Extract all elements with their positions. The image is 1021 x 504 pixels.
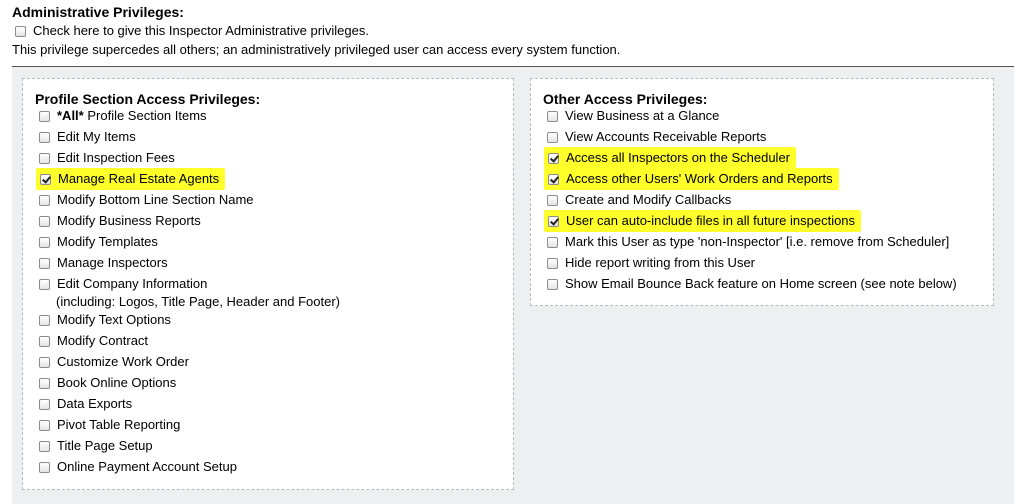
privilege-checkbox[interactable]: [39, 279, 50, 290]
highlight-marker: [544, 147, 796, 169]
privilege-item-modify-bottom-line-section-name[interactable]: [39, 191, 254, 209]
privilege-checkbox[interactable]: [547, 195, 558, 206]
privilege-label: View Business at a Glance: [565, 108, 720, 123]
privilege-item-modify-business-reports[interactable]: [39, 212, 201, 230]
privilege-item-manage-real-estate-agents[interactable]: [39, 170, 225, 188]
profile-privileges-title: Profile Section Access Privileges:: [35, 91, 261, 107]
privilege-checkbox[interactable]: [39, 357, 50, 368]
privilege-checkbox[interactable]: [547, 132, 558, 143]
privilege-checkbox[interactable]: [39, 315, 50, 326]
privilege-label: Create and Modify Callbacks: [565, 192, 732, 207]
privilege-label: Modify Bottom Line Section Name: [57, 192, 254, 207]
privilege-checkbox[interactable]: [547, 258, 558, 269]
admin-privileges-title: Administrative Privileges:: [12, 4, 184, 20]
privilege-checkbox[interactable]: [547, 237, 558, 248]
privilege-label: Customize Work Order: [57, 354, 189, 369]
privilege-label: Edit Inspection Fees: [57, 150, 175, 165]
privilege-checkbox[interactable]: [39, 378, 50, 389]
privilege-checkbox[interactable]: [39, 258, 50, 269]
privilege-label: Manage Inspectors: [57, 255, 168, 270]
privilege-checkbox[interactable]: [39, 153, 50, 164]
admin-privileges-checkbox-label: Check here to give this Inspector Administrative privileges.: [33, 23, 369, 38]
privilege-sublabel: (including: Logos, Title Page, Header and Footer): [56, 294, 341, 309]
admin-privileges-checkbox[interactable]: [15, 26, 26, 37]
privilege-checkbox[interactable]: [39, 132, 50, 143]
privilege-label: Hide report writing from this User: [565, 255, 755, 270]
privilege-item-edit-my-items[interactable]: [39, 128, 136, 146]
privilege-checkbox[interactable]: [547, 111, 558, 122]
admin-privileges-row: [15, 23, 369, 39]
privilege-checkbox[interactable]: [39, 399, 50, 410]
privilege-checkbox[interactable]: [548, 153, 559, 164]
highlight-marker: [544, 168, 839, 190]
privilege-item-modify-text-options[interactable]: [39, 311, 171, 329]
privilege-item-edit-company-information[interactable]: [39, 275, 207, 293]
privilege-checkbox[interactable]: [39, 237, 50, 248]
privilege-checkbox[interactable]: [39, 111, 50, 122]
privilege-label: Book Online Options: [57, 375, 177, 390]
privilege-checkbox[interactable]: [548, 216, 559, 227]
privilege-item-create-and-modify-callbacks[interactable]: [547, 191, 731, 209]
privilege-checkbox[interactable]: [39, 441, 50, 452]
privilege-label: Show Email Bounce Back feature on Home screen (see note below): [565, 276, 957, 291]
other-privileges-title: Other Access Privileges:: [543, 91, 708, 107]
privilege-label: Edit Company Information: [57, 276, 208, 291]
privilege-checkbox[interactable]: [548, 174, 559, 185]
privilege-item-title-page-setup[interactable]: [39, 437, 153, 455]
admin-privileges-note: This privilege supercedes all others; an administratively privileged user can access every system function.: [12, 42, 621, 57]
privilege-label: Online Payment Account Setup: [57, 459, 237, 474]
privilege-item-view-business-at-a-glance[interactable]: [547, 107, 719, 125]
privilege-checkbox[interactable]: [40, 174, 51, 185]
privilege-label: Modify Templates: [57, 234, 158, 249]
privilege-item-data-exports[interactable]: [39, 395, 132, 413]
privilege-item-all-profile-section-items[interactable]: [39, 107, 207, 125]
privilege-label: Modify Contract: [57, 333, 149, 348]
privilege-label: Title Page Setup: [57, 438, 153, 453]
privilege-item-pivot-table-reporting[interactable]: [39, 416, 180, 434]
privilege-item-manage-inspectors[interactable]: [39, 254, 168, 272]
profile-privileges-panel: [22, 78, 514, 490]
privilege-item-access-other-users-work-orders-and-repor[interactable]: [547, 170, 839, 188]
privilege-label: Access all Inspectors on the Scheduler: [566, 150, 791, 165]
privilege-checkbox[interactable]: [547, 279, 558, 290]
privilege-label: Data Exports: [57, 396, 133, 411]
privilege-item-view-accounts-receivable-reports[interactable]: [547, 128, 766, 146]
privilege-label: Manage Real Estate Agents: [58, 171, 220, 186]
privilege-label: Modify Text Options: [57, 312, 171, 327]
privilege-checkbox[interactable]: [39, 195, 50, 206]
privilege-label: [57, 107, 207, 125]
privilege-item-mark-this-user-as-type-non-inspector-i-e[interactable]: [547, 233, 949, 251]
highlight-marker: [544, 210, 861, 232]
privilege-item-edit-inspection-fees[interactable]: [39, 149, 175, 167]
privilege-checkbox[interactable]: [39, 216, 50, 227]
privilege-label: Edit My Items: [57, 129, 136, 144]
privilege-label: Pivot Table Reporting: [57, 417, 181, 432]
privilege-item-modify-contract[interactable]: [39, 332, 148, 350]
privilege-checkbox[interactable]: [39, 462, 50, 473]
admin-privileges-section: [0, 0, 1021, 67]
privilege-item-access-all-inspectors-on-the-scheduler[interactable]: [547, 149, 796, 167]
privilege-label: Access other Users' Work Orders and Reports: [566, 171, 833, 186]
privilege-label: Modify Business Reports: [57, 213, 201, 228]
privilege-label-bold-prefix: *All*: [57, 108, 84, 123]
privilege-item-online-payment-account-setup[interactable]: [39, 458, 237, 476]
privilege-item-hide-report-writing-from-this-user[interactable]: [547, 254, 755, 272]
highlight-marker: [36, 168, 225, 190]
privilege-label-text: Profile Section Items: [83, 108, 207, 123]
privilege-item-modify-templates[interactable]: [39, 233, 158, 251]
privilege-checkbox[interactable]: [39, 420, 50, 431]
privilege-label: User can auto-include files in all future inspections: [566, 213, 856, 228]
privilege-label: View Accounts Receivable Reports: [565, 129, 767, 144]
privilege-item-show-email-bounce-back-feature-on-home-s[interactable]: [547, 275, 957, 293]
privilege-item-customize-work-order[interactable]: [39, 353, 189, 371]
privilege-checkbox[interactable]: [39, 336, 50, 347]
privilege-item-book-online-options[interactable]: [39, 374, 176, 392]
privilege-item-user-can-auto-include-files-in-all-futur[interactable]: [547, 212, 861, 230]
privilege-label: Mark this User as type 'non-Inspector' [i.e. remove from Scheduler]: [565, 234, 950, 249]
other-privileges-panel: [530, 78, 994, 306]
